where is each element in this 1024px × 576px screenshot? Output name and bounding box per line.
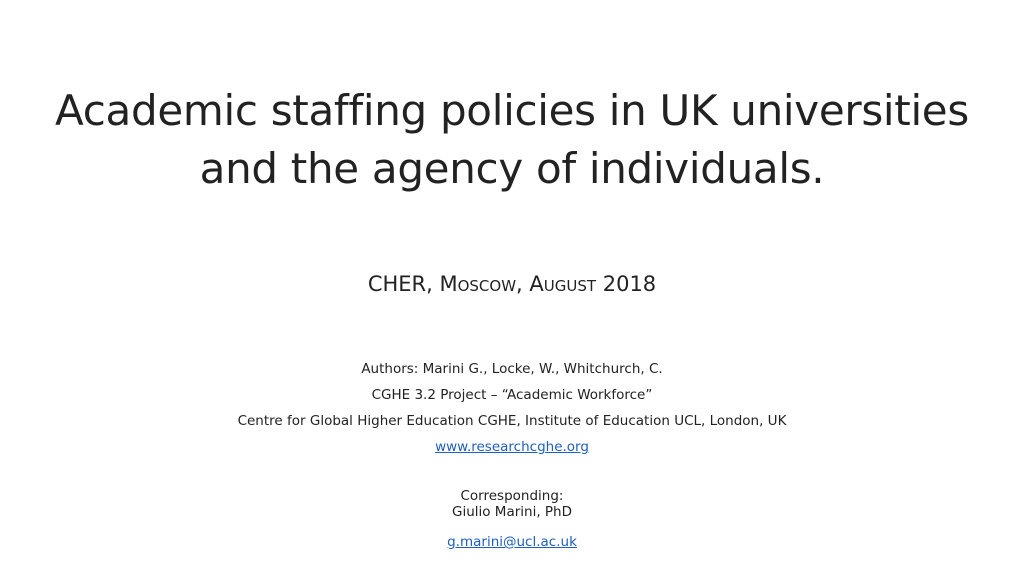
corresponding-label: Corresponding: xyxy=(460,488,564,504)
authors-line: Authors: Marini G., Locke, W., Whitchurch, C. xyxy=(361,361,663,377)
corresponding-name: Giulio Marini, PhD xyxy=(451,504,573,520)
conference-subtitle xyxy=(0,270,1024,298)
project-line: CGHE 3.2 Project – “Academic Workforce” xyxy=(371,387,653,403)
email-row xyxy=(0,532,1024,552)
corresponding-info xyxy=(0,488,1024,552)
slide-title xyxy=(0,82,1024,198)
centre-line: Centre for Global Higher Education CGHE, Institute of Education UCL, London, UK xyxy=(237,413,787,429)
title-line-2: and the agency of individuals. xyxy=(199,144,825,193)
website-row xyxy=(0,436,1024,462)
author-info xyxy=(0,358,1024,462)
subtitle-prefix: CHER, xyxy=(367,272,440,296)
title-line-1: Academic staffing policies in UK universities xyxy=(55,86,969,135)
subtitle-separator: , xyxy=(516,272,530,296)
subtitle-year: 2018 xyxy=(596,272,657,296)
website-link[interactable]: www.researchcghe.org xyxy=(435,439,589,455)
email-link[interactable]: g.marini@ucl.ac.uk xyxy=(447,534,577,550)
subtitle-city: Moscow xyxy=(439,272,517,296)
subtitle-month: August xyxy=(529,272,597,296)
